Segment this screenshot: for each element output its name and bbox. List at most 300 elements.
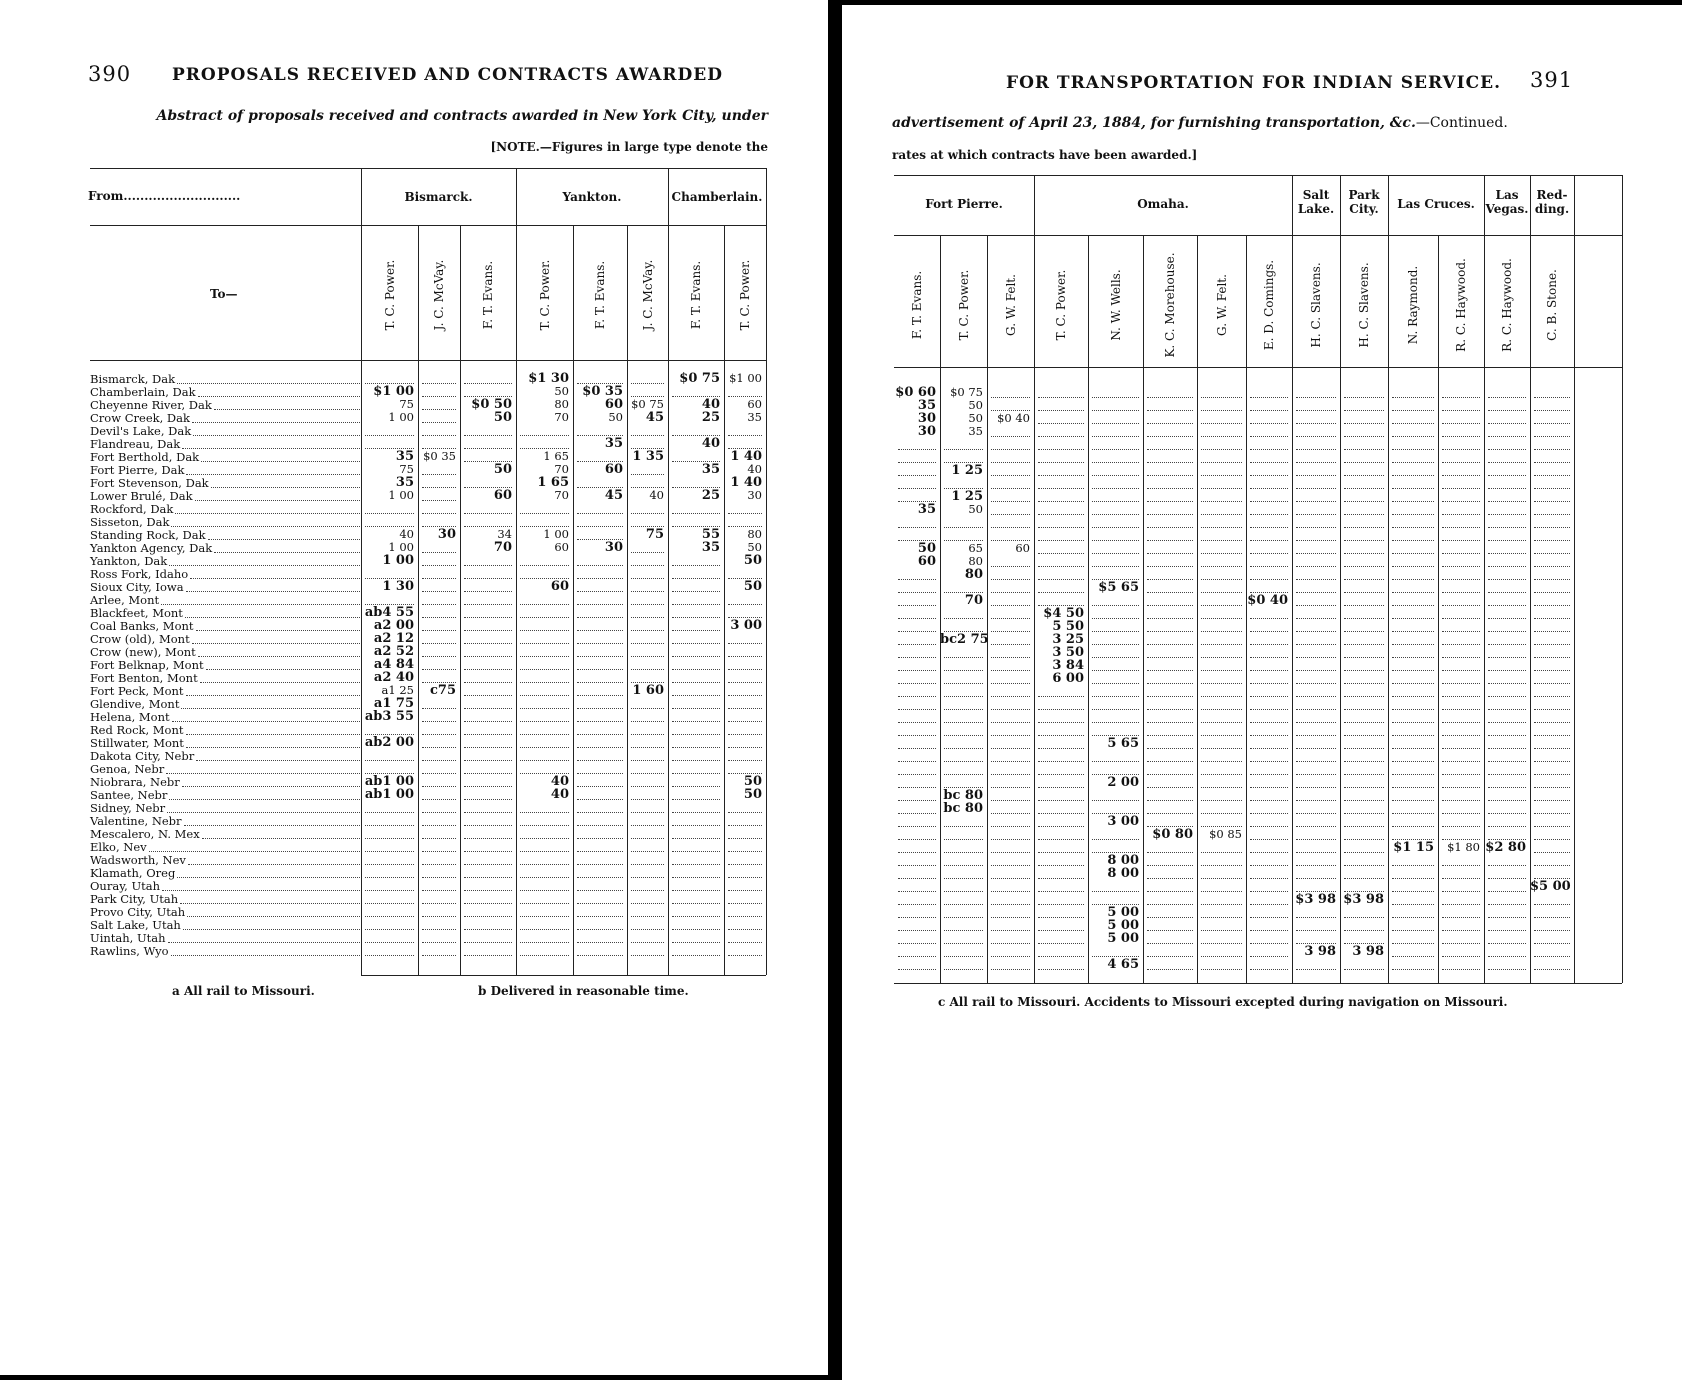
empty-cell bbox=[1534, 553, 1570, 567]
empty-cell bbox=[728, 851, 762, 865]
table-cell: $1 30 bbox=[528, 371, 569, 386]
empty-cell bbox=[1250, 709, 1288, 723]
empty-cell bbox=[1250, 540, 1288, 554]
destination-label: Bismarck, Dak bbox=[90, 372, 176, 386]
table-cell: 40 bbox=[701, 397, 720, 412]
destination-label: Park City, Utah bbox=[90, 892, 179, 906]
leader-dots bbox=[181, 695, 360, 709]
empty-cell bbox=[672, 682, 720, 696]
empty-cell bbox=[577, 422, 623, 436]
empty-cell bbox=[1344, 566, 1384, 580]
destination-label: Fort Belknap, Mont bbox=[90, 658, 204, 672]
empty-cell bbox=[520, 591, 569, 605]
empty-cell bbox=[1092, 605, 1139, 619]
empty-cell bbox=[991, 748, 1030, 762]
empty-cell bbox=[944, 917, 983, 931]
empty-cell bbox=[672, 448, 720, 462]
empty-cell bbox=[1201, 852, 1242, 866]
group-header: Las Vegas. bbox=[1485, 188, 1529, 216]
empty-cell bbox=[898, 774, 936, 788]
empty-cell bbox=[1296, 839, 1336, 853]
empty-cell bbox=[728, 890, 762, 904]
empty-cell bbox=[464, 760, 512, 774]
empty-cell bbox=[1442, 566, 1480, 580]
empty-cell bbox=[1344, 813, 1384, 827]
empty-cell bbox=[672, 422, 720, 436]
empty-cell bbox=[631, 695, 664, 709]
empty-cell bbox=[464, 630, 512, 644]
empty-cell bbox=[1201, 384, 1242, 398]
empty-cell bbox=[1392, 891, 1434, 905]
footnote-b: b Delivered in reasonable time. bbox=[478, 984, 689, 998]
column-rule bbox=[1034, 175, 1035, 983]
table-cell: 70 bbox=[964, 593, 983, 608]
empty-cell bbox=[577, 604, 623, 618]
empty-cell bbox=[365, 851, 414, 865]
leader-dots bbox=[185, 604, 360, 618]
empty-cell bbox=[672, 942, 720, 956]
empty-cell bbox=[1392, 566, 1434, 580]
empty-cell bbox=[1092, 501, 1139, 515]
empty-cell bbox=[365, 500, 414, 514]
table-cell: 40 bbox=[550, 787, 569, 802]
empty-cell bbox=[1038, 449, 1084, 463]
empty-cell bbox=[1296, 748, 1336, 762]
empty-cell bbox=[1392, 904, 1434, 918]
empty-cell bbox=[631, 799, 664, 813]
empty-cell bbox=[1296, 592, 1336, 606]
destination-label: Crow (new), Mont bbox=[90, 645, 196, 659]
column-header: N. Raymond. bbox=[1406, 265, 1420, 345]
empty-cell bbox=[1344, 748, 1384, 762]
group-rule bbox=[894, 235, 1622, 236]
empty-cell bbox=[1038, 865, 1084, 879]
table-cell: a1 75 bbox=[373, 696, 414, 711]
column-header: N. W. Wells. bbox=[1108, 269, 1123, 341]
empty-cell bbox=[1092, 410, 1139, 424]
empty-cell bbox=[1147, 917, 1193, 931]
empty-cell bbox=[898, 761, 936, 775]
empty-cell bbox=[1250, 644, 1288, 658]
table-cell: 40 bbox=[399, 527, 414, 541]
empty-cell bbox=[1250, 436, 1288, 450]
empty-cell bbox=[1392, 462, 1434, 476]
note-left: [NOTE.—Figures in large type denote the bbox=[490, 140, 768, 154]
empty-cell bbox=[577, 929, 623, 943]
empty-cell bbox=[1250, 527, 1288, 541]
empty-cell bbox=[1296, 475, 1336, 489]
empty-cell bbox=[728, 383, 762, 397]
leader-dots bbox=[206, 656, 360, 670]
empty-cell bbox=[991, 579, 1030, 593]
empty-cell bbox=[672, 591, 720, 605]
empty-cell bbox=[1534, 956, 1570, 970]
leader-dots bbox=[182, 773, 360, 787]
empty-cell bbox=[1296, 813, 1336, 827]
column-rule bbox=[516, 168, 517, 975]
empty-cell bbox=[464, 682, 512, 696]
empty-cell bbox=[728, 734, 762, 748]
empty-cell bbox=[672, 721, 720, 735]
empty-cell bbox=[1038, 592, 1084, 606]
empty-cell bbox=[1488, 891, 1526, 905]
empty-cell bbox=[1442, 501, 1480, 515]
column-rule bbox=[418, 225, 419, 975]
destination-label: Yankton, Dak bbox=[90, 554, 168, 568]
empty-cell bbox=[944, 774, 983, 788]
column-rule bbox=[987, 235, 988, 983]
empty-cell bbox=[1250, 462, 1288, 476]
empty-cell bbox=[577, 747, 623, 761]
empty-cell bbox=[1488, 657, 1526, 671]
column-rule bbox=[627, 225, 628, 975]
empty-cell bbox=[1534, 800, 1570, 814]
destination-label: Wadsworth, Nev bbox=[90, 853, 186, 867]
table-cell: 1 40 bbox=[730, 475, 762, 490]
column-rule bbox=[1292, 175, 1293, 983]
empty-cell bbox=[1534, 839, 1570, 853]
empty-cell bbox=[1296, 735, 1336, 749]
empty-cell bbox=[577, 799, 623, 813]
empty-cell bbox=[520, 877, 569, 891]
empty-cell bbox=[1392, 540, 1434, 554]
empty-cell bbox=[1488, 683, 1526, 697]
empty-cell bbox=[728, 877, 762, 891]
empty-cell bbox=[991, 670, 1030, 684]
empty-cell bbox=[1038, 722, 1084, 736]
empty-cell bbox=[365, 825, 414, 839]
empty-cell bbox=[1201, 579, 1242, 593]
column-rule bbox=[1484, 175, 1485, 983]
empty-cell bbox=[991, 553, 1030, 567]
empty-cell bbox=[520, 864, 569, 878]
empty-cell bbox=[520, 669, 569, 683]
empty-cell bbox=[1488, 787, 1526, 801]
empty-cell bbox=[1250, 423, 1288, 437]
empty-cell bbox=[464, 799, 512, 813]
empty-cell bbox=[1250, 605, 1288, 619]
column-header: H. C. Slavens. bbox=[1309, 262, 1323, 348]
empty-cell bbox=[1392, 605, 1434, 619]
column-header: R. C. Haywood. bbox=[1500, 258, 1514, 352]
empty-cell bbox=[1250, 618, 1288, 632]
empty-cell bbox=[1488, 826, 1526, 840]
empty-cell bbox=[1534, 540, 1570, 554]
empty-cell bbox=[464, 929, 512, 943]
empty-cell bbox=[1296, 527, 1336, 541]
empty-cell bbox=[577, 903, 623, 917]
empty-cell bbox=[1092, 527, 1139, 541]
leader-dots bbox=[186, 721, 360, 735]
destination-label: Ouray, Utah bbox=[90, 879, 161, 893]
empty-cell bbox=[1442, 553, 1480, 567]
destination-label: Genoa, Nebr bbox=[90, 762, 165, 776]
empty-cell bbox=[1250, 787, 1288, 801]
empty-cell bbox=[1534, 930, 1570, 944]
destination-label: Chamberlain, Dak bbox=[90, 385, 196, 399]
empty-cell bbox=[1442, 527, 1480, 541]
empty-cell bbox=[1534, 774, 1570, 788]
table-cell: $0 75 bbox=[950, 385, 983, 399]
destination-label: Dakota City, Nebr bbox=[90, 749, 195, 763]
empty-cell bbox=[1534, 514, 1570, 528]
empty-cell bbox=[1488, 579, 1526, 593]
empty-cell bbox=[1250, 397, 1288, 411]
empty-cell bbox=[1201, 501, 1242, 515]
empty-cell bbox=[991, 800, 1030, 814]
empty-cell bbox=[520, 799, 569, 813]
empty-cell bbox=[1250, 696, 1288, 710]
empty-cell bbox=[672, 565, 720, 579]
empty-cell bbox=[1442, 943, 1480, 957]
empty-cell bbox=[1392, 592, 1434, 606]
empty-cell bbox=[1534, 670, 1570, 684]
leader-dots bbox=[177, 864, 360, 878]
table-cell: $2 80 bbox=[1485, 840, 1526, 855]
table-cell: 1 60 bbox=[632, 683, 664, 698]
empty-cell bbox=[1201, 891, 1242, 905]
leader-dots bbox=[192, 409, 360, 423]
empty-cell bbox=[1092, 488, 1139, 502]
empty-cell bbox=[1038, 436, 1084, 450]
column-header: F. T. Evans. bbox=[910, 270, 924, 340]
empty-cell bbox=[1201, 410, 1242, 424]
empty-cell bbox=[422, 422, 456, 436]
table-cell: 55 bbox=[701, 527, 720, 542]
table-cell: ab4 55 bbox=[364, 605, 414, 620]
empty-cell bbox=[1147, 605, 1193, 619]
leader-dots bbox=[188, 851, 360, 865]
empty-cell bbox=[1344, 696, 1384, 710]
empty-cell bbox=[1488, 488, 1526, 502]
empty-cell bbox=[1250, 839, 1288, 853]
empty-cell bbox=[1092, 475, 1139, 489]
empty-cell bbox=[1296, 930, 1336, 944]
empty-cell bbox=[1344, 501, 1384, 515]
leader-dots bbox=[166, 760, 360, 774]
empty-cell bbox=[631, 578, 664, 592]
empty-cell bbox=[1442, 475, 1480, 489]
empty-cell bbox=[1296, 501, 1336, 515]
column-rule bbox=[1143, 235, 1144, 983]
table-cell: 50 bbox=[968, 398, 983, 412]
empty-cell bbox=[1201, 540, 1242, 554]
empty-cell bbox=[1250, 761, 1288, 775]
empty-cell bbox=[991, 735, 1030, 749]
empty-cell bbox=[1250, 657, 1288, 671]
empty-cell bbox=[1092, 800, 1139, 814]
column-rule bbox=[1530, 175, 1531, 983]
empty-cell bbox=[1344, 735, 1384, 749]
empty-cell bbox=[1392, 774, 1434, 788]
destination-label: Fort Stevenson, Dak bbox=[90, 476, 209, 490]
empty-cell bbox=[1442, 761, 1480, 775]
empty-cell bbox=[1344, 618, 1384, 632]
empty-cell bbox=[422, 513, 456, 527]
empty-cell bbox=[1534, 852, 1570, 866]
empty-cell bbox=[672, 760, 720, 774]
table-cell: $0 35 bbox=[423, 449, 456, 463]
empty-cell bbox=[422, 630, 456, 644]
empty-cell bbox=[1250, 956, 1288, 970]
empty-cell bbox=[944, 878, 983, 892]
empty-cell bbox=[1488, 722, 1526, 736]
empty-cell bbox=[1147, 475, 1193, 489]
empty-cell bbox=[672, 695, 720, 709]
empty-cell bbox=[1147, 709, 1193, 723]
empty-cell bbox=[672, 708, 720, 722]
empty-cell bbox=[898, 566, 936, 580]
empty-cell bbox=[898, 878, 936, 892]
empty-cell bbox=[1147, 722, 1193, 736]
empty-cell bbox=[1442, 722, 1480, 736]
empty-cell bbox=[464, 747, 512, 761]
empty-cell bbox=[1201, 644, 1242, 658]
empty-cell bbox=[728, 591, 762, 605]
table-cell: 50 bbox=[493, 462, 512, 477]
empty-cell bbox=[1201, 774, 1242, 788]
empty-cell bbox=[944, 722, 983, 736]
empty-cell bbox=[464, 474, 512, 488]
empty-cell bbox=[365, 747, 414, 761]
leader-dots bbox=[187, 903, 360, 917]
empty-cell bbox=[1442, 397, 1480, 411]
empty-cell bbox=[1296, 553, 1336, 567]
column-header: T. C. Power. bbox=[537, 259, 552, 331]
leader-dots bbox=[169, 552, 360, 566]
leader-dots bbox=[172, 708, 360, 722]
empty-cell bbox=[1250, 410, 1288, 424]
destination-label: Mescalero, N. Mex bbox=[90, 827, 200, 841]
table-cell: 35 bbox=[917, 398, 936, 413]
empty-cell bbox=[944, 696, 983, 710]
empty-cell bbox=[1250, 930, 1288, 944]
empty-cell bbox=[1201, 813, 1242, 827]
leader-dots bbox=[183, 916, 360, 930]
table-cell: $1 15 bbox=[1393, 840, 1434, 855]
empty-cell bbox=[728, 682, 762, 696]
table-cell: 35 bbox=[604, 436, 623, 451]
empty-cell bbox=[1534, 735, 1570, 749]
empty-cell bbox=[991, 475, 1030, 489]
empty-cell bbox=[1344, 917, 1384, 931]
empty-cell bbox=[991, 839, 1030, 853]
column-header: K. C. Morehouse. bbox=[1163, 252, 1177, 358]
leader-dots bbox=[190, 565, 360, 579]
empty-cell bbox=[1038, 501, 1084, 515]
empty-cell bbox=[1038, 761, 1084, 775]
empty-cell bbox=[728, 604, 762, 618]
empty-cell bbox=[1092, 384, 1139, 398]
empty-cell bbox=[1442, 631, 1480, 645]
empty-cell bbox=[631, 474, 664, 488]
empty-cell bbox=[1296, 462, 1336, 476]
empty-cell bbox=[1201, 670, 1242, 684]
empty-cell bbox=[1344, 865, 1384, 879]
empty-cell bbox=[1488, 917, 1526, 931]
empty-cell bbox=[1344, 839, 1384, 853]
empty-cell bbox=[1534, 891, 1570, 905]
empty-cell bbox=[1147, 813, 1193, 827]
empty-cell bbox=[898, 579, 936, 593]
empty-cell bbox=[520, 929, 569, 943]
empty-cell bbox=[464, 890, 512, 904]
empty-cell bbox=[631, 552, 664, 566]
empty-cell bbox=[520, 838, 569, 852]
empty-cell bbox=[1092, 553, 1139, 567]
empty-cell bbox=[631, 838, 664, 852]
empty-cell bbox=[1250, 384, 1288, 398]
table-bottom-rule bbox=[361, 975, 766, 976]
empty-cell bbox=[728, 799, 762, 813]
table-cell: 60 bbox=[493, 488, 512, 503]
empty-cell bbox=[672, 903, 720, 917]
empty-cell bbox=[1092, 748, 1139, 762]
empty-cell bbox=[1534, 787, 1570, 801]
empty-cell bbox=[464, 903, 512, 917]
destination-label: Niobrara, Nebr bbox=[90, 775, 180, 789]
empty-cell bbox=[1442, 462, 1480, 476]
empty-cell bbox=[464, 448, 512, 462]
empty-cell bbox=[728, 500, 762, 514]
empty-cell bbox=[422, 838, 456, 852]
right-page bbox=[842, 5, 1682, 1380]
table-cell: 50 bbox=[493, 410, 512, 425]
empty-cell bbox=[1488, 514, 1526, 528]
empty-cell bbox=[944, 813, 983, 827]
empty-cell bbox=[1201, 449, 1242, 463]
table-cell: 8 00 bbox=[1107, 853, 1139, 868]
empty-cell bbox=[520, 630, 569, 644]
empty-cell bbox=[1092, 891, 1139, 905]
empty-cell bbox=[365, 799, 414, 813]
empty-cell bbox=[1201, 475, 1242, 489]
empty-cell bbox=[365, 903, 414, 917]
empty-cell bbox=[1147, 527, 1193, 541]
table-cell: 1 00 bbox=[388, 488, 414, 502]
empty-cell bbox=[1250, 852, 1288, 866]
empty-cell bbox=[1534, 722, 1570, 736]
empty-cell bbox=[1038, 488, 1084, 502]
empty-cell bbox=[577, 890, 623, 904]
column-header: J. C. McVay. bbox=[432, 259, 446, 331]
empty-cell bbox=[422, 383, 456, 397]
empty-cell bbox=[944, 605, 983, 619]
empty-cell bbox=[991, 956, 1030, 970]
empty-cell bbox=[1344, 670, 1384, 684]
empty-cell bbox=[1147, 696, 1193, 710]
empty-cell bbox=[991, 709, 1030, 723]
table-cell: a2 52 bbox=[373, 644, 414, 659]
empty-cell bbox=[365, 435, 414, 449]
empty-cell bbox=[631, 422, 664, 436]
empty-cell bbox=[1201, 592, 1242, 606]
empty-cell bbox=[422, 565, 456, 579]
column-header: E. D. Comings. bbox=[1262, 259, 1276, 351]
column-rule bbox=[940, 235, 941, 983]
empty-cell bbox=[1250, 735, 1288, 749]
empty-cell bbox=[898, 605, 936, 619]
empty-cell bbox=[991, 696, 1030, 710]
group-header: Yankton. bbox=[562, 190, 622, 204]
empty-cell bbox=[631, 890, 664, 904]
empty-cell bbox=[1201, 956, 1242, 970]
empty-cell bbox=[1344, 410, 1384, 424]
empty-cell bbox=[898, 735, 936, 749]
empty-cell bbox=[1488, 761, 1526, 775]
empty-cell bbox=[991, 891, 1030, 905]
leader-dots bbox=[177, 370, 360, 384]
